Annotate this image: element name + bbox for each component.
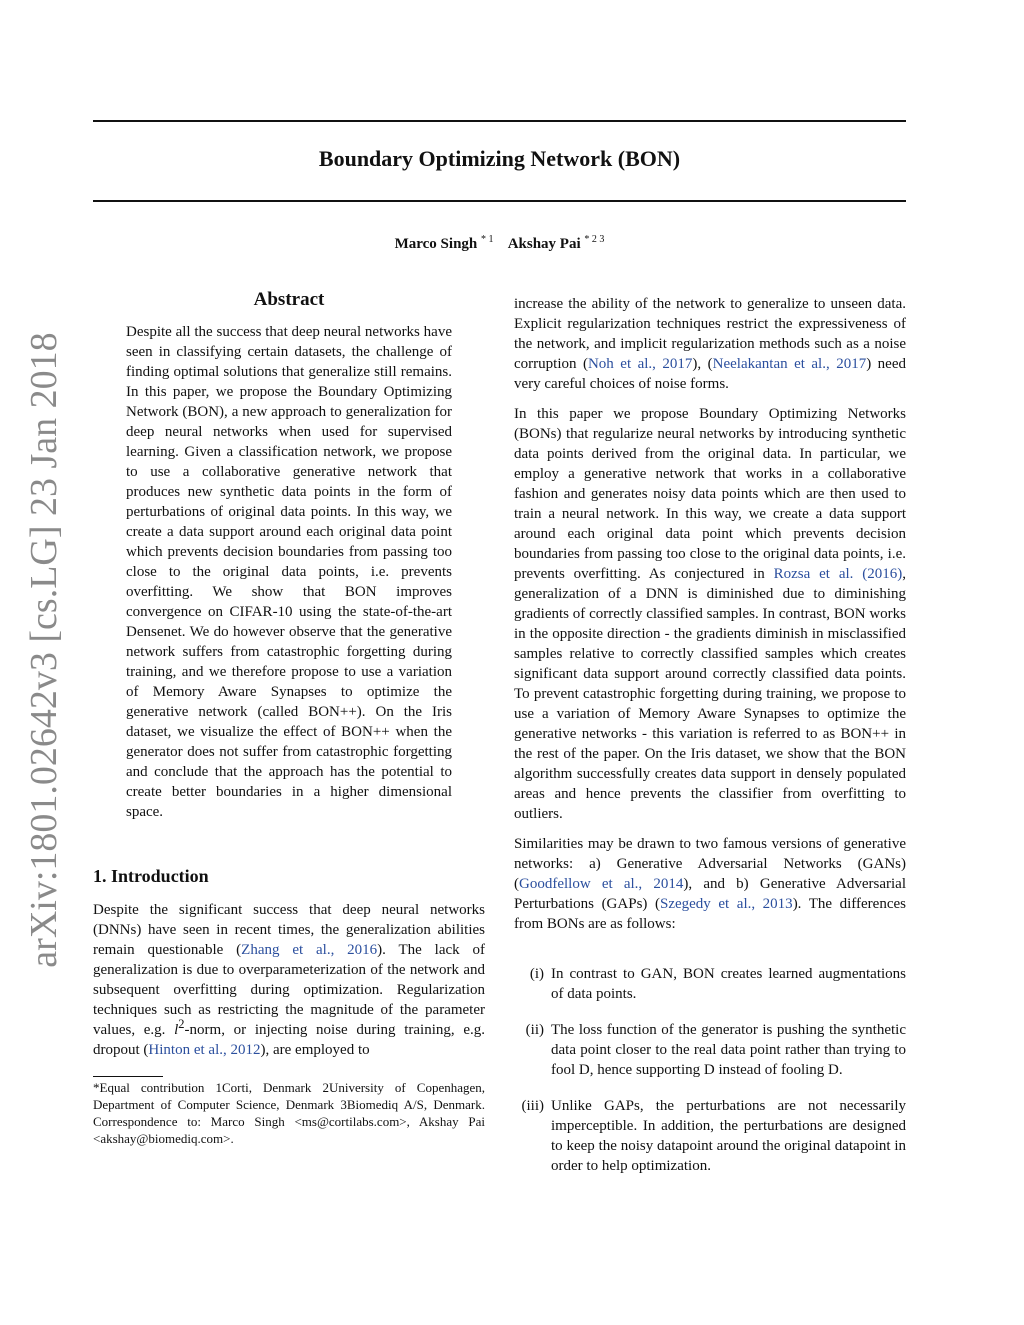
arxiv-identifier: arXiv:1801.02642v3 [cs.LG] 23 Jan 2018	[23, 332, 65, 968]
right-column	[514, 294, 906, 1176]
citation-link[interactable]: Goodfellow et al., 2014	[519, 876, 684, 892]
intro-paragraph: increase the ability of the network to generalize to unseen data. Explicit regularization techniques restrict the expressiveness of the network, and implicit regularization methods such as a noise corruption (Noh et al., 2017), (Neelakantan et al., 2017) need very careful choices of noise forms.	[514, 296, 906, 392]
intro-paragraph: Similarities may be drawn to two famous versions of generative networks: a) Generative Adversarial Networks (GANs) (Goodfellow et al., 2014), and b) Generative Adversarial Perturbations (GAPs) (Szegedy et al., 2013). The differences from BONs are as follows:	[514, 836, 906, 932]
citation-link[interactable]: Szegedy et al., 2013	[659, 896, 793, 912]
list-label: (i)	[529, 966, 544, 982]
list-item	[514, 1020, 906, 1080]
title-rule-top	[93, 120, 906, 122]
author-list	[93, 236, 906, 253]
footnote-rule	[93, 1076, 163, 1077]
list-item	[514, 1096, 906, 1176]
left-column	[93, 290, 485, 1147]
citation-link[interactable]: Zhang et al., 2016	[241, 942, 378, 958]
citation-link[interactable]: Rozsa et al. (2016)	[773, 566, 903, 582]
list-text: Unlike GAPs, the perturbations are not necessarily imperceptible. In addition, the perturbations are designed to keep the noisy datapoint around the original datapoint in order to help optimization.	[551, 1098, 906, 1174]
footnote-text: *Equal contribution 1Corti, Denmark 2University of Copenhagen, Department of Computer Science, Denmark 3Biomediq A/S, Denmark. Correspondence to: Marco Singh <ms@cortilabs.com>, Akshay Pai <akshay@biomediq.com>.	[93, 1080, 485, 1146]
author-marks: * 2 3	[584, 234, 605, 245]
list-text: In contrast to GAN, BON creates learned augmentations of data points.	[551, 966, 906, 1002]
list-text: The loss function of the generator is pushing the synthetic data point closer to the real data point rather than trying to fool D, hence supporting D instead of fooling D.	[551, 1022, 906, 1078]
section-heading-introduction: 1. Introduction	[93, 866, 209, 886]
intro-paragraph: In this paper we propose Boundary Optimizing Networks (BONs) that regularize neural networks by introducing synthetic data points derived from the original data. In particular, we employ a generative network that works in a collaborative fashion and generates noisy data points which are then used to train a neural network. In this way, we create a data support around each original data point which prevents decision boundaries from passing too close to the original data points, i.e. prevents overfitting. As conjectured in Rozsa et al. (2016), generalization of a DNN is diminished due to diminishing gradients of correctly classified samples. In contrast, BON works in the opposite direction - the gradients diminish in misclassified samples relative to correctly classified samples which creates significant data support around correctly classified data points. To prevent catastrophic forgetting during training, we propose to use a variation of Memory Aware Synapses to optimize the generative networks - this variation is referred to as BON++ in the rest of the paper. On the Iris dataset, we show that the BON algorithm successfully creates data support in densely populated areas and hence prevents the classifier from overfitting to outliers.	[514, 406, 906, 822]
list-label: (iii)	[521, 1098, 544, 1114]
list-label: (ii)	[525, 1022, 544, 1038]
title-rule-bottom	[93, 200, 906, 202]
citation-link[interactable]: Neelakantan et al., 2017	[712, 356, 867, 372]
author-name: Akshay Pai	[507, 236, 581, 252]
footnote	[93, 1076, 485, 1147]
intro-paragraph: Despite the significant success that deep neural networks (DNNs) have seen in recent times, the generalization abilities remain questionable (Zhang et al., 2016). The lack of generalization is due to overparameterization of the network and subsequent overfitting during optimization. Regularization techniques such as restricting the magnitude of the parameter values, e.g. $l^2$-norm, or injecting noise during training, e.g. dropout (Hinton et al., 2012), are employed to	[93, 902, 485, 1058]
list-item	[514, 964, 906, 1004]
citation-link[interactable]: Hinton et al., 2012	[148, 1042, 261, 1058]
paper-title: Boundary Optimizing Network (BON)	[318, 146, 681, 171]
abstract-text: Despite all the success that deep neural networks have seen in classifying certain datasets, the challenge of finding optimal solutions that generalize still remains. In this paper, we propose the Boundary Optimizing Network (BON), a new approach to generalization for deep neural networks when used for supervised learning. Given a classification network, we propose to use a collaborative generative network that produces new synthetic data points in the form of perturbations of original data points. In this way, we create a data support around each original data point which prevents decision boundaries from passing too close to the original data points, i.e. prevents overfitting. We show that BON improves convergence on CIFAR-10 using the state-of-the-art Densenet. We do however observe that the generative network suffers from catastrophic forgetting during training, and we therefore propose to use a variation of Memory Aware Synapses to optimize the generative network (called BON++). On the Iris dataset, we visualize the effect of BON++ when the generator does not suffer from catastrophic forgetting and conclude that the approach has the potential to create better boundaries in a higher dimensional space.	[126, 324, 452, 820]
citation-link[interactable]: Noh et al., 2017	[587, 356, 693, 372]
author-marks: * 1	[481, 234, 494, 245]
abstract-heading: Abstract	[253, 289, 325, 310]
author-name: Marco Singh	[394, 236, 478, 252]
